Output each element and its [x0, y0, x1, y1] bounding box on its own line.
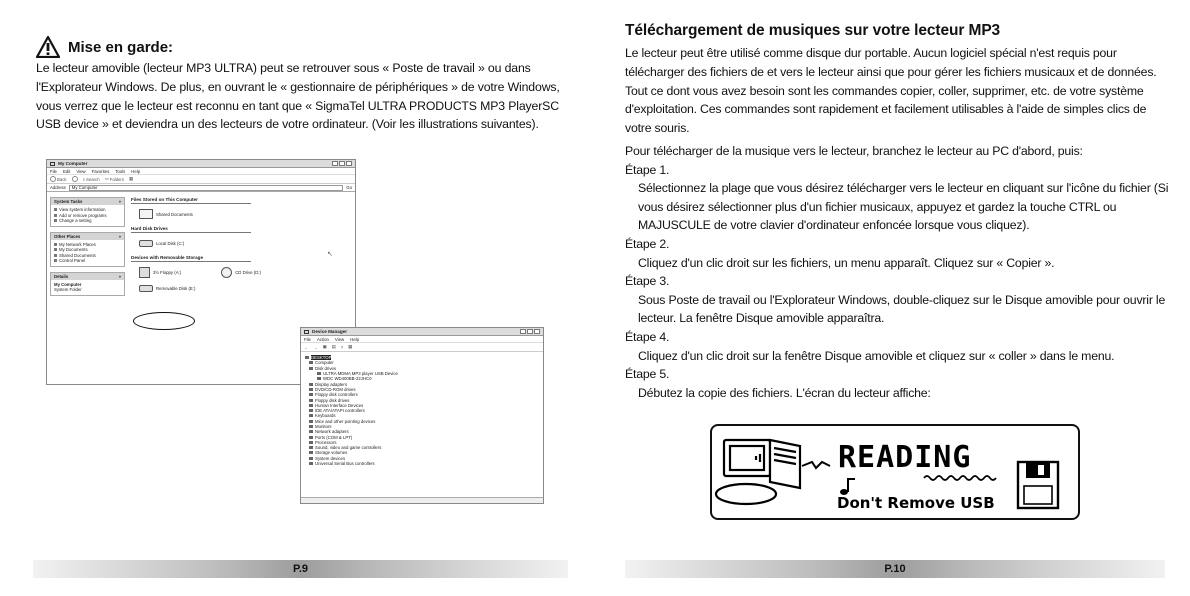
minimize-icon	[332, 161, 338, 166]
my-computer-titlebar	[47, 160, 355, 168]
collapse-icon: »	[118, 199, 121, 204]
search-icon: ⌕	[82, 176, 85, 182]
floppy-item: 3½ Floppy (A:)	[139, 264, 181, 280]
collapse-icon: »	[118, 273, 121, 279]
go-label: Go	[346, 185, 352, 190]
back-icon	[50, 176, 56, 182]
shared-documents-item: Shared Documents	[139, 206, 346, 222]
window-controls	[520, 329, 540, 334]
menu-help: Help	[350, 336, 359, 342]
warning-heading	[36, 36, 173, 58]
mouse-cursor-icon: ↖	[327, 251, 333, 258]
page-footer-bar	[625, 560, 1165, 578]
tree-node: IDE ATA/ATAPI controllers	[305, 408, 539, 413]
tree-node: Keyboards	[305, 413, 539, 418]
address-field: My Computer	[69, 185, 344, 191]
tree-node: DVD/CD-ROM drives	[305, 387, 539, 392]
warning-title: Mise en garde:	[68, 38, 174, 56]
window-controls	[332, 161, 352, 166]
menu-file: File	[304, 336, 311, 342]
tree-node: Processors	[305, 440, 539, 445]
scan-icon: ▦	[348, 344, 353, 349]
step-label: Étape 2.	[625, 236, 670, 251]
task-item: View system information	[54, 207, 121, 213]
details-item: My Computer	[54, 281, 82, 287]
place-item: My Documents	[54, 247, 121, 253]
address-bar	[47, 184, 355, 192]
back-icon: ←	[304, 344, 309, 350]
tree-node: Floppy disk controllers	[305, 392, 539, 397]
floppy-disk-icon	[1018, 462, 1058, 508]
menu-help: Help	[131, 168, 141, 174]
computer-icon	[50, 162, 55, 166]
tree-node: Universal Serial Bus controllers	[305, 461, 539, 466]
panel-details: Details » My Computer System Folder	[50, 272, 125, 296]
usb-cable-icon	[802, 462, 830, 468]
folders-icon: ▭	[104, 176, 109, 181]
step-label: Étape 5.	[625, 367, 670, 382]
player-lcd-display	[710, 424, 1080, 520]
tree-node: Human Interface Devices	[305, 403, 539, 408]
device-manager-screenshot	[300, 327, 544, 504]
music-note-icon	[840, 478, 855, 495]
menu-favorites: Favorites	[91, 168, 110, 174]
menu-file: File	[50, 168, 57, 174]
maximize-icon	[527, 329, 533, 334]
step-text: Cliquez d'un clic droit sur les fichiers, un menu apparaît. Cliquez sur « Copier ».	[638, 255, 1055, 270]
menu-view: View	[334, 336, 345, 342]
tree-node: Sound, video and game controllers	[305, 445, 539, 450]
removable-disk-icon	[139, 285, 153, 292]
lcd-warning-text: Don't Remove USB	[837, 494, 995, 512]
menu-bar	[301, 336, 543, 343]
tree-node: ULTRA MDMA MP3 player USB Device	[305, 371, 539, 376]
device-manager-titlebar	[301, 328, 543, 336]
tree-node: WDC WD400BB-22JHC0	[305, 376, 539, 381]
task-item: Change a setting	[54, 218, 121, 224]
panel-system-tasks: System Tasks » View system information Add or remove programs Change a setting	[50, 197, 125, 227]
forward-icon	[72, 176, 78, 182]
warning-text: Le lecteur amovible (lecteur MP3 ULTRA) peut se retrouver sous « Poste de travail » ou dans l'Explorateur Windows. De plus, en ouvrant le « gestionnaire de périphériques » de votre Windows, vous verrez que le lecteur est reconnu en tant que « SigmaTel ULTRA PRODUCTS MP3 PlayerSC USB device » et deviendra un des lecteurs de votre ordinateur. (Voir les illustrations suivantes).	[36, 61, 560, 132]
menu-tools: Tools	[115, 168, 126, 174]
hard-drive-icon	[139, 240, 153, 247]
tree-node: DESKTOP	[305, 355, 539, 360]
warning-icon	[36, 36, 60, 58]
help-icon: ?	[340, 344, 344, 350]
place-item: Control Panel	[54, 258, 121, 264]
tree-node: Disk drives	[305, 366, 539, 371]
tree-node: Computer	[305, 360, 539, 365]
panel-other-places: Other Places » My Network Places My Documents Shared Documents Control Panel	[50, 232, 125, 267]
window-title: My Computer	[58, 161, 88, 166]
step-label: Étape 4.	[625, 329, 670, 344]
lcd-reading-text: READING	[838, 440, 972, 475]
close-icon	[534, 329, 540, 334]
tree-node: Floppy disk drives	[305, 397, 539, 402]
task-pane	[50, 197, 125, 301]
window-title: Device Manager	[312, 329, 347, 334]
toolbar	[47, 175, 355, 184]
folder-icon	[139, 209, 153, 219]
transfer-wave-icon	[924, 476, 996, 480]
menu-bar	[47, 168, 355, 175]
tree-node: Ports (COM & LPT)	[305, 434, 539, 439]
step-text: Sous Poste de travail ou l'Explorateur Windows, double-cliquez sur le Disque amovible pour ouvrir le lecteur. La fenêtre Disque amovible apparaîtra.	[638, 292, 1166, 326]
tree-node: Network adapters	[305, 429, 539, 434]
forward-icon: →	[313, 344, 318, 350]
page-footer-bar	[33, 560, 568, 578]
forward-button	[72, 176, 78, 182]
place-item: Shared Documents	[54, 253, 121, 259]
right-page	[595, 0, 1190, 596]
menu-edit: Edit	[62, 168, 71, 174]
highlight-circle	[133, 312, 195, 330]
removable-disk-item: Removable Disk (E:)	[139, 280, 346, 296]
close-icon	[346, 161, 352, 166]
step-text: Sélectionnez la plage que vous désirez télécharger vers le lecteur en cliquant sur l'icône du fichier (Si vous désirez sélectionner plus d'un fichier musicaux, appuyez et gardez la touche CTRL ou MAJUSCULE de votre clavier d'ordinateur enfoncée lorsque vous cliquez).	[638, 181, 1169, 233]
step-text: Débutez la copie des fichiers. L'écran du lecteur affiche:	[638, 385, 931, 400]
tree-node: Monitors	[305, 424, 539, 429]
maximize-icon	[339, 161, 345, 166]
tree-node: Display adapters	[305, 381, 539, 386]
page-number: P.10	[884, 563, 906, 575]
device-manager-icon	[304, 330, 309, 334]
toolbar	[301, 343, 543, 352]
page-number: P.9	[292, 563, 309, 575]
computer-icon	[716, 440, 800, 504]
minimize-icon	[520, 329, 526, 334]
steps-lead: Pour télécharger de la musique vers le lecteur, branchez le lecteur au PC d'abord, puis:	[625, 144, 1083, 158]
floppy-icon	[139, 267, 150, 278]
local-disk-item: Local Disk (C:)	[139, 235, 346, 251]
place-item: My Network Places	[54, 242, 121, 248]
menu-action: Action	[316, 336, 329, 342]
section-hard-disk: Hard Disk Drives	[131, 226, 251, 233]
tree-node: System devices	[305, 456, 539, 461]
folders-button: ▭ Folders	[104, 176, 124, 182]
section-removable-storage: Devices with Removable Storage	[131, 255, 251, 262]
step-label: Étape 3.	[625, 274, 670, 289]
step-text: Cliquez d'un clic droit sur la fenêtre Disque amovible et cliquez sur « coller » dans le menu.	[638, 348, 1115, 363]
collapse-icon: »	[118, 233, 121, 239]
tree-node: Mice and other pointing devices	[305, 419, 539, 424]
back-button: Back	[50, 176, 67, 182]
cd-icon	[221, 267, 232, 278]
page-title: Téléchargement de musiques sur votre lecteur MP3	[625, 22, 1001, 39]
views-button: ▦	[128, 176, 134, 181]
intro-paragraph: Le lecteur peut être utilisé comme disque dur portable. Aucun logiciel spécial n'est requis pour télécharger des fichiers de et vers le lecteur ainsi que pour gérer les fichiers musicaux et de données. Tout ce dont vous avez besoin sont les commandes copier, coller, supprimer, etc. de votre système d'exploitation. Ces commandes sont rapidement et facilement utilisables à l'aide de simples clics de votre souris.	[625, 46, 1157, 136]
search-button: ⌕ Search	[82, 176, 100, 182]
device-tree	[301, 352, 543, 469]
section-stored-files: Files Stored on This Computer	[131, 197, 251, 204]
tree-node: Storage volumes	[305, 450, 539, 455]
properties-icon: ▣	[322, 344, 327, 349]
task-item: Add or remove programs	[54, 213, 121, 219]
details-item: System Folder	[54, 287, 82, 293]
menu-view: View	[76, 168, 86, 174]
steps-list	[625, 142, 1170, 402]
status-bar	[301, 497, 543, 503]
print-icon: ▤	[331, 344, 336, 349]
cd-drive-item: CD Drive (D:)	[221, 264, 261, 280]
address-label: Address	[50, 185, 66, 190]
step-label: Étape 1.	[625, 162, 670, 177]
